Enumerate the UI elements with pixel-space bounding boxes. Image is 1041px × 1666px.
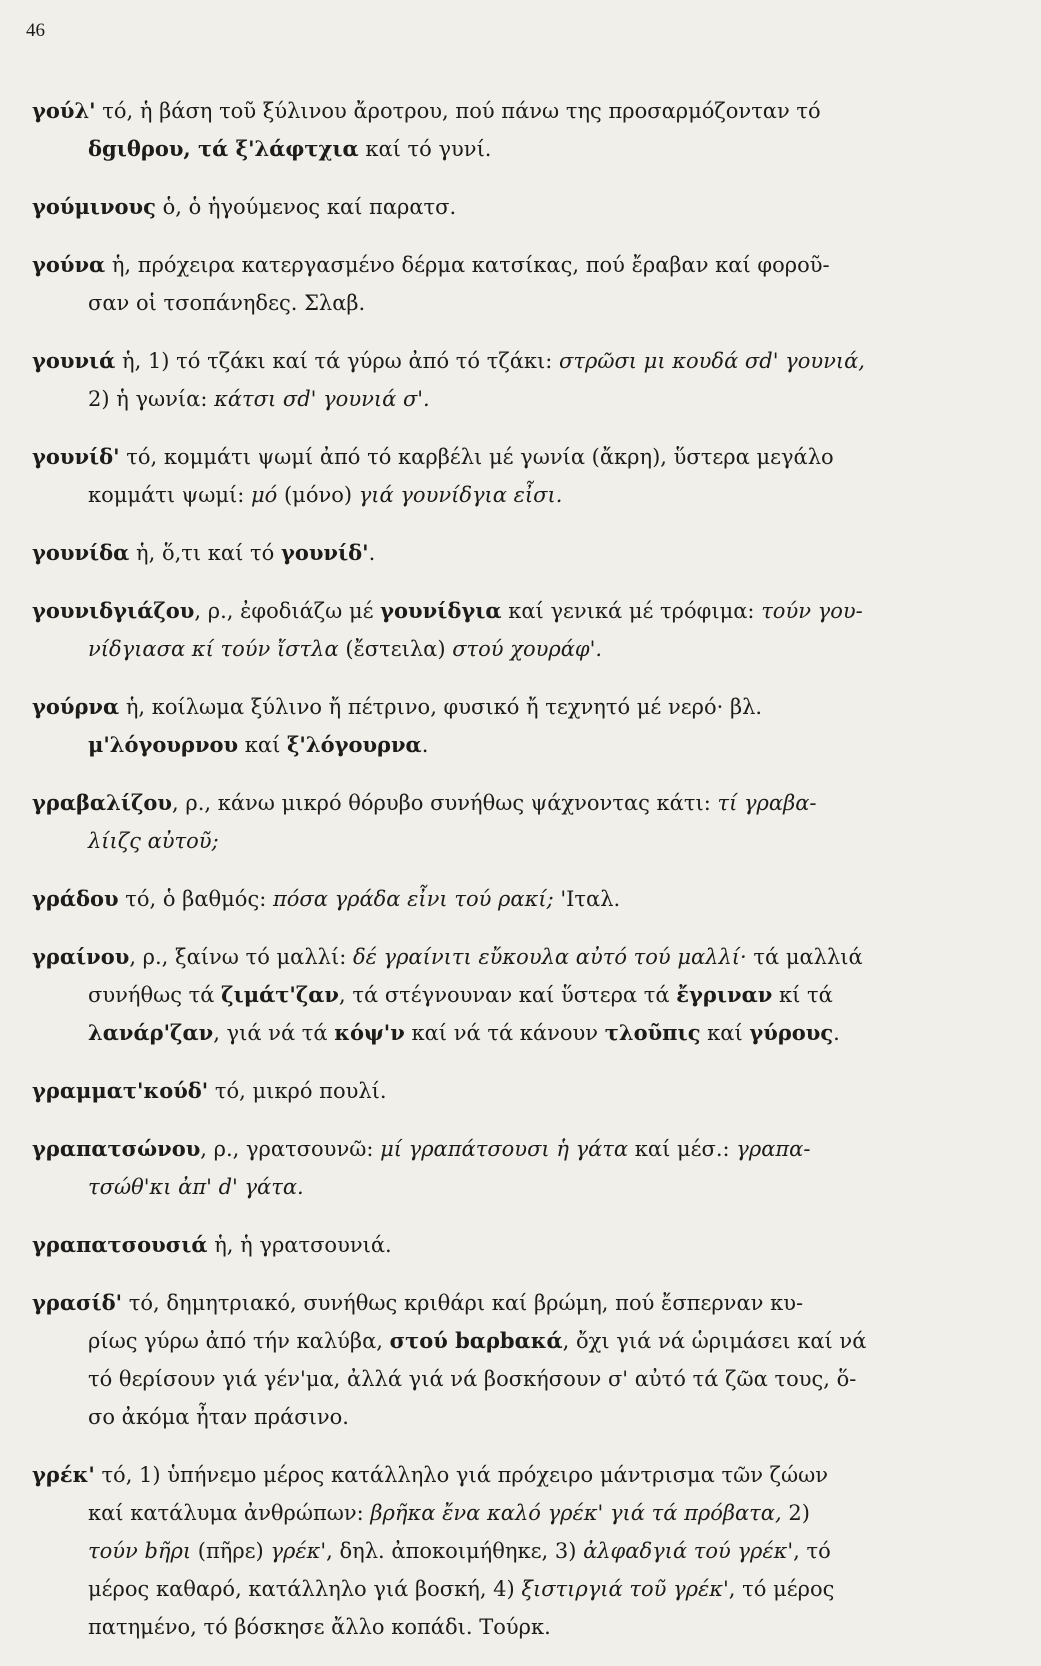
definition-text: 'Ιταλ. (553, 887, 621, 911)
definition-text: ἡ, κοίλωμα ξύλινο ἤ πέτρινο, φυσικό ἤ τεχνητό μέ νερό· βλ. (119, 695, 763, 719)
definition-text: , δηλ. ἀποκοιμήθηκε, 3) (326, 1539, 584, 1563)
definition-text: (ἔστειλα) (338, 637, 453, 661)
definition-text: (μόνο) (277, 483, 359, 507)
headword: γούνα (32, 252, 106, 277)
definition-text: ρίως γύρω ἀπό τήν καλύβα, (88, 1329, 390, 1353)
definition-text: , ὄχι γιά νά ὡριμάσει καί νά (562, 1329, 867, 1353)
definition-continuation (32, 476, 994, 514)
headword: γουνίδα (32, 540, 130, 565)
headword: γούρνα (32, 694, 120, 719)
entry-grapatsousia (32, 1226, 994, 1264)
headword: γουνιά (32, 348, 116, 373)
definition-continuation: πατημένο, τό βόσκησε ἄλλο κοπάδι. Τούρκ. (88, 1615, 551, 1639)
entry-goumínous (32, 188, 994, 226)
definition-continuation (32, 380, 994, 418)
definition-text: ἡ, ἡ γρατσουνιά. (207, 1233, 392, 1257)
definition-text: , ρ., ξαίνω τό μαλλί: (129, 945, 353, 969)
entry-grasid (32, 1284, 994, 1436)
headword: γραπατσουσιά (32, 1232, 208, 1257)
page-number: 46 (26, 20, 45, 41)
entry-gounidgiazou (32, 592, 994, 668)
entry-grammatkoud (32, 1072, 994, 1110)
entry-gouna (32, 246, 994, 322)
cross-reference: κόψ'ν (334, 1020, 405, 1045)
definition-text: καί (700, 1021, 750, 1045)
example-phrase: ἀλφαδγιά τού γρέκ' (583, 1539, 794, 1563)
headword: γραβαλίζου (32, 790, 172, 815)
definition-text: μέρος καθαρό, κατάλληλο γιά βοσκή, 4) (88, 1577, 522, 1601)
definition-continuation (32, 1494, 994, 1532)
definition-text: . (368, 541, 376, 565)
headword: γραπατσώνου (32, 1136, 201, 1161)
definition-text: ὁ, ὁ ἡγούμενος καί παρατσ. (155, 195, 457, 219)
definition-continuation (32, 130, 994, 168)
definition-text: τό, 1) ὑπήνεμο μέρος κατάλληλο γιά πρόχειρο μάντρισμα τῶν ζώων (94, 1463, 829, 1487)
definition-text: συνήθως τά (88, 983, 222, 1007)
definition-text: καί τό γυνί. (358, 137, 492, 161)
cross-reference: λανάρ'ζαν (88, 1020, 214, 1045)
headword: γρέκ' (32, 1462, 95, 1487)
definition-text: 2) (781, 1501, 810, 1525)
example-phrase: γρέκ' (270, 1539, 327, 1563)
definition-text: καί κατάλυμα ἀνθρώπων: (88, 1501, 371, 1525)
entry-grek (32, 1456, 994, 1646)
definition-text: . (421, 733, 429, 757)
example-phrase: μό (251, 483, 278, 507)
definition-text: . (833, 1021, 840, 1045)
definition-text: , ρ., γρατσουνῶ: (200, 1137, 381, 1161)
definition-text: κί τά (772, 983, 833, 1007)
definition-text: , τό μέρος (728, 1577, 835, 1601)
definition-text: ἡ, ὅ,τι καί τό (129, 541, 281, 565)
headword: γουνιδγιάζου (32, 598, 195, 623)
definition-continuation (32, 1322, 994, 1360)
example-phrase: γιά γουνίδγια εἶσι. (358, 483, 563, 507)
example-phrase: βρῆκα ἔνα καλό γρέκ' γιά τά πρόβατα, (370, 1501, 782, 1525)
entry-gourna (32, 688, 994, 764)
definition-text: , ρ., ἐφοδιάζω μέ (194, 599, 381, 623)
entry-grainou (32, 938, 994, 1052)
definition-text: , τό (793, 1539, 831, 1563)
definition-text: κομμάτι ψωμί: (88, 483, 251, 507)
entry-gradou (32, 880, 994, 918)
headword: γράδου (32, 886, 119, 911)
entry-gounid (32, 438, 994, 514)
definition-text: τό, μικρό πουλί. (208, 1079, 387, 1103)
headword: γρασίδ' (32, 1290, 123, 1315)
headword: γούμινους (32, 194, 156, 219)
example-phrase: δέ γραίνιτι εὔκουλα αὐτό τού μαλλί· (352, 945, 747, 969)
definition-text: καί νά τά κάνουν (404, 1021, 605, 1045)
definition-text: , γιά νά τά (213, 1021, 335, 1045)
definition-continuation: σο ἀκόμα ἦταν πράσινο. (88, 1405, 349, 1429)
cross-reference: τλοῦπις (604, 1020, 701, 1045)
entry-gounia (32, 342, 994, 418)
definition-text: , ρ., κάνω μικρό θόρυβο συνήθως ψάχνοντας κάτι: (172, 791, 718, 815)
definition-continuation (32, 630, 994, 668)
definition-text: τό, κομμάτι ψωμί ἀπό τό καρβέλι μέ γωνία (ἄκρη), ὕστερα μεγάλο (119, 445, 834, 469)
definition-continuation (32, 1014, 994, 1052)
headword: γραίνου (32, 944, 130, 969)
definition-text: τό, δημητριακό, συνήθως κριθάρι καί βρώμη, πού ἔσπερναν κυ- (122, 1291, 804, 1315)
example-phrase: λίιζς αὐτοῦ; (88, 829, 219, 853)
example-phrase: τί γραβα- (717, 791, 817, 815)
example-phrase: τούν bῆρι (88, 1539, 192, 1563)
entry-grapatsonou (32, 1130, 994, 1206)
definition-text: τά μαλλιά (746, 945, 863, 969)
definition-continuation: τό θερίσουν γιά γέν'μα, ἀλλά γιά νά βοσκήσουν σ' αὐτό τά ζῶα τους, ὅ- (88, 1367, 857, 1391)
entry-goul (32, 92, 994, 168)
cross-reference: δgιθρου, τά ξ'λάφτχια (88, 136, 359, 161)
definition-text: ἡ, 1) τό τζάκι καί τά γύρω ἀπό τό τζάκι: (115, 349, 560, 373)
example-phrase: πόσα γράδα εἶνι τού ρακί; (272, 887, 554, 911)
cross-reference: γουνίδ' (280, 540, 369, 565)
example-phrase: κάτσι σd' γουνιά σ'. (214, 387, 430, 411)
cross-reference: μ'λόγουρνου (88, 732, 239, 757)
definition-text: καί (238, 733, 287, 757)
definition-text: καί μέσ.: (628, 1137, 737, 1161)
definition-continuation: σαν οἱ τσοπάνηδες. Σλαβ. (88, 291, 366, 315)
entry-gravalizou (32, 784, 994, 860)
definition-text: τό, ἡ βάση τοῦ ξύλινου ἄροτρου, πού πάνω της προσαρμόζονταν τό (95, 99, 821, 123)
example-phrase: στού χουράφ'. (452, 637, 603, 661)
cross-reference: γύρους (749, 1020, 834, 1045)
definition-continuation (32, 726, 994, 764)
definition-continuation (32, 1532, 994, 1570)
example-phrase: μί γραπάτσουσι ἡ γάτα (380, 1137, 629, 1161)
entry-gounida (32, 534, 994, 572)
cross-reference: στού bαρbακά (389, 1328, 563, 1353)
dictionary-entries (32, 92, 994, 1666)
example-phrase: νίδγιασα κί τούν ἴστλα (88, 637, 339, 661)
cross-reference: ἔγριναν (676, 982, 773, 1007)
definition-text: ἡ, πρόχειρα κατεργασμένο δέρμα κατσίκας, πού ἔραβαν καί φοροῦ- (105, 253, 830, 277)
cross-reference: ξ'λόγουρνα (286, 732, 422, 757)
definition-text: τό, ὁ βαθμός: (118, 887, 273, 911)
example-phrase: ξιστιργιά τοῦ γρέκ' (521, 1577, 729, 1601)
definition-text: 2) ἡ γωνία: (88, 387, 215, 411)
definition-text: (πῆρε) (191, 1539, 271, 1563)
example-phrase: τούν γου- (761, 599, 863, 623)
headword: γουνίδ' (32, 444, 120, 469)
definition-continuation (32, 1570, 994, 1608)
definition-continuation (32, 976, 994, 1014)
definition-text: , τά στέγνουναν καί ὕστερα τά (339, 983, 677, 1007)
headword: γούλ' (32, 98, 96, 123)
example-phrase: γραπα- (736, 1137, 811, 1161)
cross-reference: ζιμάτ'ζαν (221, 982, 339, 1007)
definition-text: καί γενικά μέ τρόφιμα: (501, 599, 762, 623)
example-phrase: στρῶσι μι κουδά σd' γουνιά, (559, 349, 865, 373)
example-phrase: τσώθ'κι ἀπ' d' γάτα. (88, 1175, 304, 1199)
cross-reference: γουνίδγια (380, 598, 502, 623)
headword: γραμματ'κούδ' (32, 1078, 209, 1103)
